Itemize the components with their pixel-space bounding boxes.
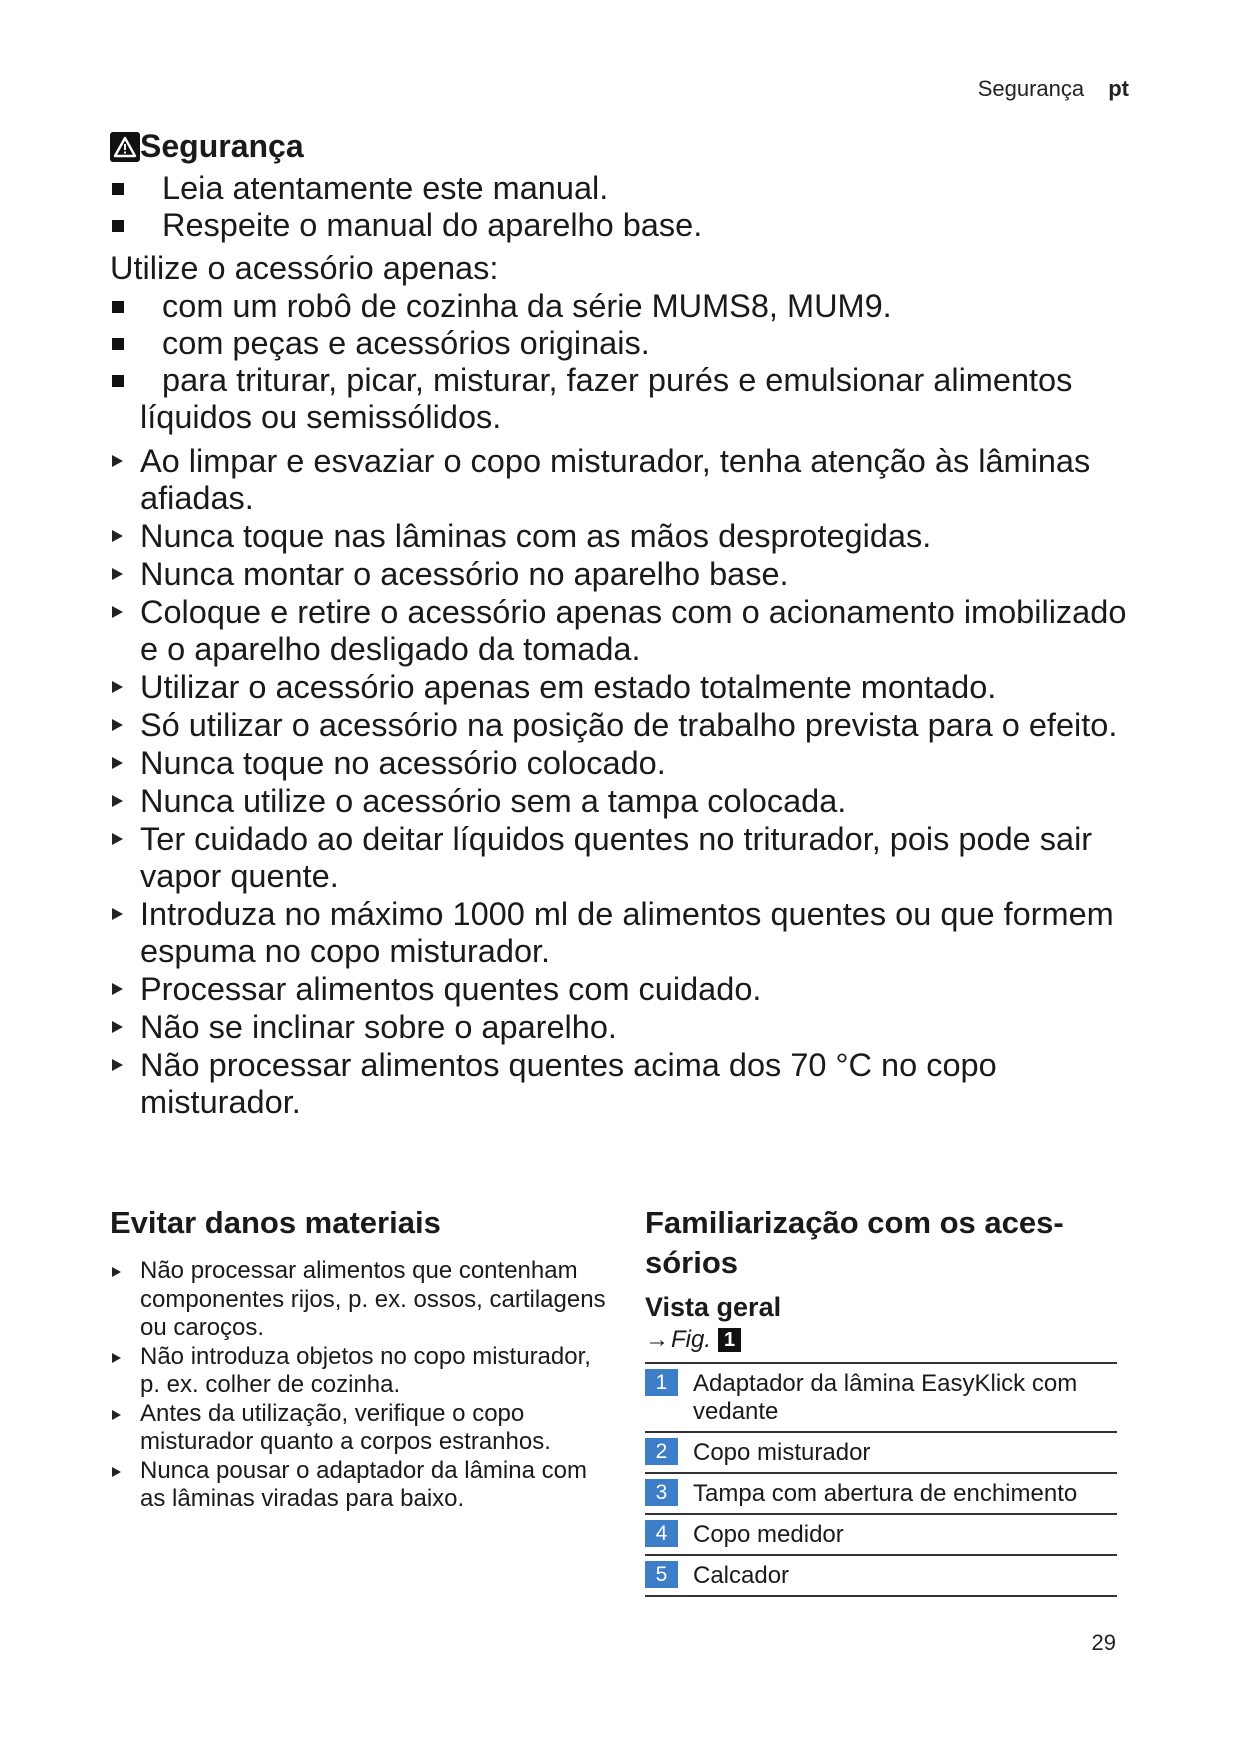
damage-list <box>110 1257 610 1514</box>
part-label: Copo medidor <box>693 1521 844 1548</box>
page-title <box>110 128 304 165</box>
table-row <box>645 1362 1117 1431</box>
warning-item: Ter cuidado ao deitar líquidos quentes no triturador, pois pode sair vapor quente. <box>110 821 1142 895</box>
warning-item: Processar alimentos quentes com cuidado. <box>110 971 1142 1008</box>
figure-label: Fig. <box>671 1326 712 1353</box>
figure-reference <box>645 1326 1132 1354</box>
warning-item: Nunca montar o acessório no aparelho base. <box>110 556 1142 593</box>
damage-section <box>110 1203 610 1514</box>
list-item <box>110 362 1142 436</box>
list-item-line1: para triturar, picar, misturar, fazer purés e emulsionar alimentos <box>162 362 1073 398</box>
part-number-badge: 1 <box>645 1369 678 1396</box>
list-item: Leia atentamente este manual. <box>110 170 1142 207</box>
header-language: pt <box>1108 76 1129 101</box>
warning-item: Utilizar o acessório apenas em estado totalmente montado. <box>110 669 1142 706</box>
square-list-1 <box>110 170 1142 244</box>
damage-item: Antes da utilização, verifique o copo misturador quanto a corpos estranhos. <box>110 1400 610 1457</box>
list-item: com um robô de cozinha da série MUMS8, MUM9. <box>110 288 1142 325</box>
list-item: com peças e acessórios originais. <box>110 325 1142 362</box>
table-row <box>645 1472 1117 1513</box>
table-row <box>645 1554 1117 1597</box>
warning-item: Nunca toque nas lâminas com as mãos desprotegidas. <box>110 518 1142 555</box>
warning-icon <box>110 132 140 162</box>
damage-item: Não introduza objetos no copo misturador, p. ex. colher de cozinha. <box>110 1343 610 1400</box>
damage-item: Nunca pousar o adaptador da lâmina com as lâminas viradas para baixo. <box>110 1457 610 1514</box>
title-text: Segurança <box>140 128 304 164</box>
warning-item: Introduza no máximo 1000 ml de alimentos quentes ou que formem espuma no copo misturador. <box>110 896 1142 970</box>
table-row <box>645 1513 1117 1554</box>
part-label: Tampa com abertura de enchimento <box>693 1480 1078 1507</box>
warning-item: Nunca utilize o acessório sem a tampa colocada. <box>110 783 1142 820</box>
header-section: Segurança <box>977 76 1085 101</box>
warning-item: Ao limpar e esvaziar o copo misturador, tenha atenção às lâminas afiadas. <box>110 443 1142 517</box>
part-number-badge: 4 <box>645 1520 678 1547</box>
warning-item: Coloque e retire o acessório apenas com o acionamento imobilizado e o aparelho desligado da tomada. <box>110 594 1142 668</box>
list-item: Respeite o manual do aparelho base. <box>110 207 1142 244</box>
familiarization-heading: Familiarização com os acessórios <box>645 1205 1064 1280</box>
damage-heading: Evitar danos materiais <box>110 1205 441 1240</box>
warning-item: Não se inclinar sobre o aparelho. <box>110 1009 1142 1046</box>
running-header <box>978 76 1129 102</box>
warning-item: Nunca toque no acessório colocado. <box>110 745 1142 782</box>
familiarization-section <box>645 1203 1132 1597</box>
part-label: Copo misturador <box>693 1439 871 1466</box>
warning-item: Só utilizar o acessório na posição de trabalho prevista para o efeito. <box>110 707 1142 744</box>
list-item-line2: líquidos ou semissólidos. <box>140 399 502 435</box>
page-number: 29 <box>1091 1630 1116 1655</box>
arrow-right-icon: → <box>645 1326 669 1353</box>
table-row <box>645 1431 1117 1472</box>
damage-item: Não processar alimentos que contenham componentes rijos, p. ex. ossos, cartilagens ou caroços. <box>110 1257 610 1343</box>
safety-content <box>110 170 1142 1122</box>
parts-table <box>645 1362 1117 1597</box>
square-list-2 <box>110 288 1142 436</box>
overview-heading: Vista geral <box>645 1292 782 1322</box>
part-number-badge: 5 <box>645 1561 678 1588</box>
part-number-badge: 3 <box>645 1479 678 1506</box>
warning-item: Não processar alimentos quentes acima dos 70 °C no copo misturador. <box>110 1047 1142 1121</box>
warning-list <box>110 443 1142 1121</box>
figure-number: 1 <box>718 1328 741 1352</box>
part-label: Adaptador da lâmina EasyKlick com vedante <box>693 1370 1078 1425</box>
intro-text: Utilize o acessório apenas: <box>110 250 499 286</box>
part-label: Calcador <box>693 1562 790 1589</box>
part-number-badge: 2 <box>645 1438 678 1465</box>
